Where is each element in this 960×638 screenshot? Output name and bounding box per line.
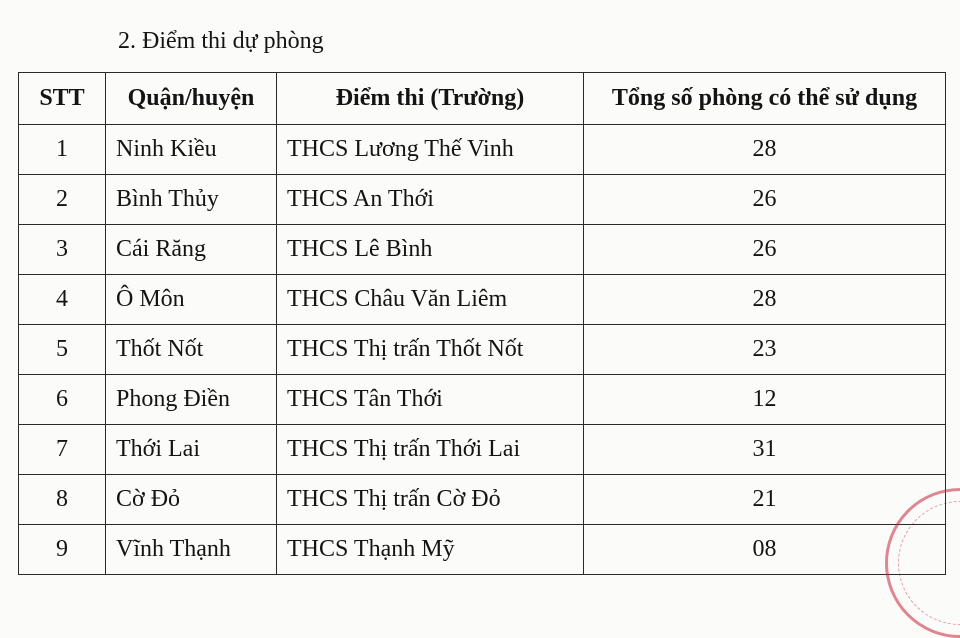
header-school: Điểm thi (Trường) — [277, 73, 584, 125]
cell-school: THCS Lương Thế Vinh — [277, 125, 584, 175]
cell-district: Ô Môn — [106, 275, 277, 325]
cell-district: Cờ Đỏ — [106, 475, 277, 525]
section-heading: 2. Điểm thi dự phòng — [118, 28, 324, 54]
cell-rooms: 26 — [584, 225, 946, 275]
cell-school: THCS Tân Thới — [277, 375, 584, 425]
cell-rooms: 21 — [584, 475, 946, 525]
header-district: Quận/huyện — [106, 73, 277, 125]
cell-district: Cái Răng — [106, 225, 277, 275]
cell-school: THCS Thạnh Mỹ — [277, 525, 584, 575]
table-row — [19, 275, 946, 325]
cell-school: THCS Thị trấn Thới Lai — [277, 425, 584, 475]
cell-school: THCS Châu Văn Liêm — [277, 275, 584, 325]
table-row — [19, 525, 946, 575]
cell-stt: 5 — [19, 325, 106, 375]
header-rooms: Tổng số phòng có thể sử dụng — [584, 73, 946, 125]
table-row — [19, 325, 946, 375]
cell-rooms: 28 — [584, 275, 946, 325]
cell-school: THCS An Thới — [277, 175, 584, 225]
cell-district: Phong Điền — [106, 375, 277, 425]
cell-stt: 7 — [19, 425, 106, 475]
header-stt: STT — [19, 73, 106, 125]
exam-site-table — [18, 72, 946, 575]
cell-rooms: 28 — [584, 125, 946, 175]
cell-stt: 9 — [19, 525, 106, 575]
table-row — [19, 125, 946, 175]
cell-rooms: 23 — [584, 325, 946, 375]
cell-district: Bình Thủy — [106, 175, 277, 225]
table-row — [19, 425, 946, 475]
table-row — [19, 225, 946, 275]
cell-stt: 6 — [19, 375, 106, 425]
cell-school: THCS Thị trấn Cờ Đỏ — [277, 475, 584, 525]
cell-district: Thốt Nốt — [106, 325, 277, 375]
cell-district: Thới Lai — [106, 425, 277, 475]
cell-stt: 2 — [19, 175, 106, 225]
cell-stt: 1 — [19, 125, 106, 175]
table-row — [19, 375, 946, 425]
cell-stt: 4 — [19, 275, 106, 325]
cell-district: Vĩnh Thạnh — [106, 525, 277, 575]
cell-stt: 3 — [19, 225, 106, 275]
table-row — [19, 175, 946, 225]
cell-rooms: 31 — [584, 425, 946, 475]
table-header-row — [19, 73, 946, 125]
cell-rooms: 26 — [584, 175, 946, 225]
table-row — [19, 475, 946, 525]
cell-school: THCS Lê Bình — [277, 225, 584, 275]
cell-district: Ninh Kiều — [106, 125, 277, 175]
cell-rooms: 12 — [584, 375, 946, 425]
cell-rooms: 08 — [584, 525, 946, 575]
cell-school: THCS Thị trấn Thốt Nốt — [277, 325, 584, 375]
cell-stt: 8 — [19, 475, 106, 525]
